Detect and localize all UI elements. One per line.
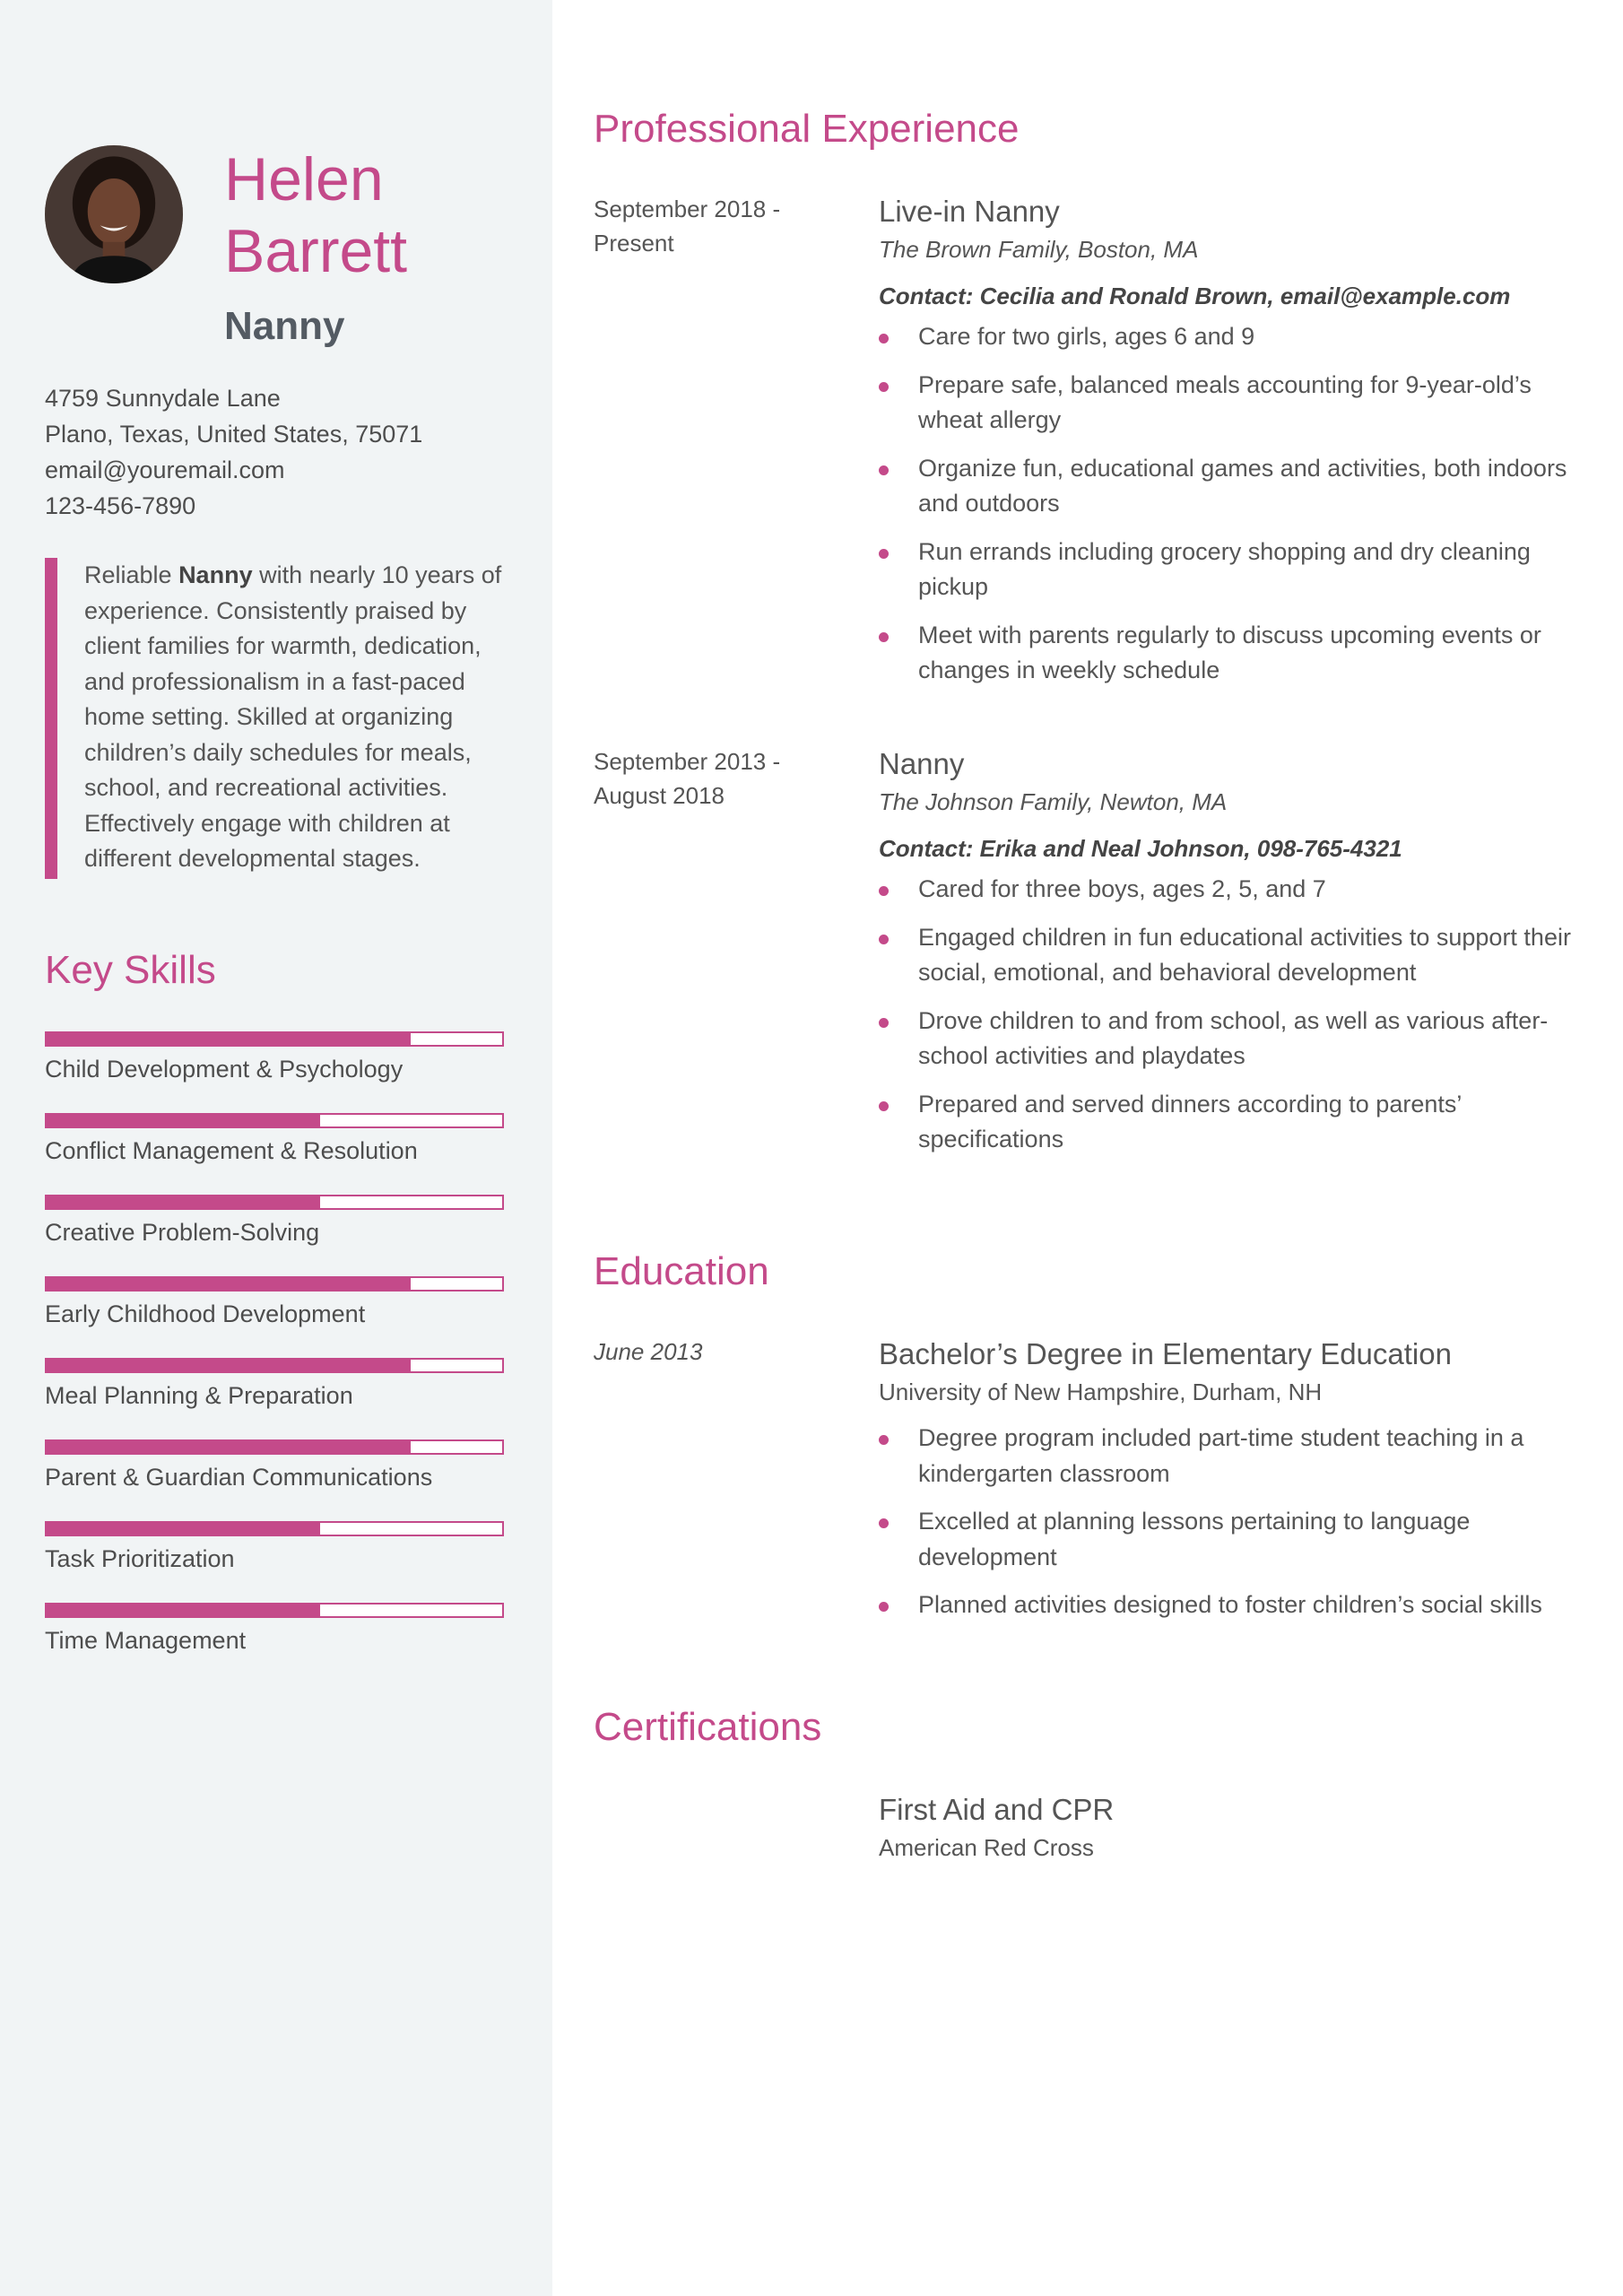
job-date (594, 192, 818, 260)
job-contact: Contact: Erika and Neal Johnson, 098-765-4321 (879, 835, 1402, 862)
experience-title: Professional Experience (594, 107, 1020, 151)
job-detail (879, 744, 1596, 1170)
skills-title: Key Skills (45, 948, 216, 992)
list-item: Engaged children in fun educational activities to support their social, emotional, and behavioral development (879, 920, 1596, 991)
skill-level-fill (47, 1360, 411, 1371)
degree: Bachelor’s Degree in Elementary Education (879, 1337, 1452, 1370)
certification-detail (879, 1790, 1596, 1866)
list-item: Meet with parents regularly to discuss upcoming events or changes in weekly schedule (879, 618, 1596, 689)
list-item: Prepared and served dinners according to parents’ specifications (879, 1087, 1596, 1158)
list-item: Planned activities designed to foster children’s social skills (879, 1587, 1596, 1623)
skill-level-bar (45, 1603, 504, 1618)
education-bullets (879, 1421, 1596, 1623)
skill-label: Conflict Management & Resolution (45, 1137, 418, 1164)
first-name: Helen (224, 145, 384, 213)
certifications-title: Certifications (594, 1705, 822, 1749)
list-item: Excelled at planning lessons pertaining to language development (879, 1504, 1596, 1575)
skill-level-bar (45, 1521, 504, 1536)
skill-label: Early Childhood Development (45, 1300, 366, 1327)
job-bullets (879, 319, 1596, 689)
address-line2: Plano, Texas, United States, 75071 (45, 421, 423, 448)
job-contact: Contact: Cecilia and Ronald Brown, email@example.com (879, 283, 1511, 309)
candidate-name (224, 144, 529, 287)
skill-label: Creative Problem-Solving (45, 1219, 320, 1246)
skill-level-bar (45, 1358, 504, 1373)
phone: 123-456-7890 (45, 492, 196, 519)
skill-level-fill (47, 1523, 320, 1535)
avatar (45, 145, 183, 283)
skill-label: Task Prioritization (45, 1545, 235, 1572)
skill-level-bar (45, 1439, 504, 1455)
list-item: Organize fun, educational games and activities, both indoors and outdoors (879, 451, 1596, 522)
summary (45, 558, 511, 879)
list-item: Degree program included part-time student teaching in a kindergarten classroom (879, 1421, 1596, 1492)
certification-issuer: American Red Cross (879, 1834, 1094, 1861)
skill-level-fill (47, 1441, 411, 1453)
job-role: Nanny (224, 304, 345, 348)
skill-level-bar (45, 1031, 504, 1047)
list-item: Care for two girls, ages 6 and 9 (879, 319, 1596, 355)
skill-label: Child Development & Psychology (45, 1056, 404, 1083)
school: University of New Hampshire, Durham, NH (879, 1378, 1323, 1405)
email: email@youremail.com (45, 457, 285, 483)
job-employer: The Brown Family, Boston, MA (879, 236, 1199, 263)
list-item: Run errands including grocery shopping and dry cleaning pickup (879, 535, 1596, 605)
list-item: Drove children to and from school, as well as various after-school activities and playdates (879, 1004, 1596, 1074)
list-item: Cared for three boys, ages 2, 5, and 7 (879, 872, 1596, 908)
education-detail (879, 1335, 1596, 1636)
list-item: Prepare safe, balanced meals accounting for 9-year-old’s wheat allergy (879, 368, 1596, 439)
skill-level-fill (47, 1605, 320, 1616)
job-date-start: September 2018 - (594, 196, 781, 222)
skill-label: Time Management (45, 1627, 247, 1654)
skill-label: Meal Planning & Preparation (45, 1382, 353, 1409)
last-name: Barrett (224, 217, 408, 285)
skill-item (45, 1603, 504, 1684)
skill-level-bar (45, 1195, 504, 1210)
job-bullets (879, 872, 1596, 1158)
sidebar (0, 0, 552, 2296)
job-date-start: September 2013 - (594, 748, 781, 775)
skill-level-bar (45, 1276, 504, 1292)
summary-bold: Nanny (178, 561, 253, 588)
skill-item (45, 1113, 504, 1195)
education-title: Education (594, 1249, 769, 1293)
skill-level-fill (47, 1278, 411, 1290)
job-date-end: August 2018 (594, 782, 725, 809)
summary-after: with nearly 10 years of experience. Consistently praised by client families for warmth, dedication, and professionalism in a fast-paced home setting. Skilled at organizing children’s daily schedules for meals, school, and recreational activities. Effectively engage with children at different developmental stages. (84, 561, 502, 872)
skills-list (45, 1031, 504, 1684)
skill-item (45, 1195, 504, 1276)
education-date: June 2013 (594, 1338, 703, 1365)
job-title: Live-in Nanny (879, 195, 1060, 228)
avatar-photo-icon (45, 145, 183, 283)
skill-item (45, 1358, 504, 1439)
contact-info (45, 380, 422, 524)
certification-name: First Aid and CPR (879, 1793, 1115, 1826)
skill-level-fill (47, 1033, 411, 1045)
address-line1: 4759 Sunnydale Lane (45, 385, 281, 412)
skill-item (45, 1439, 504, 1521)
main-content (552, 0, 1623, 2296)
skill-level-bar (45, 1113, 504, 1128)
job-title: Nanny (879, 747, 965, 780)
skill-item (45, 1031, 504, 1113)
job-detail (879, 192, 1596, 701)
skill-level-fill (47, 1196, 320, 1208)
skill-item (45, 1521, 504, 1603)
skill-level-fill (47, 1115, 320, 1126)
job-date (594, 744, 818, 813)
job-employer: The Johnson Family, Newton, MA (879, 788, 1228, 815)
summary-before: Reliable (84, 561, 179, 588)
skill-item (45, 1276, 504, 1358)
skill-label: Parent & Guardian Communications (45, 1464, 433, 1491)
job-date-end: Present (594, 230, 674, 257)
